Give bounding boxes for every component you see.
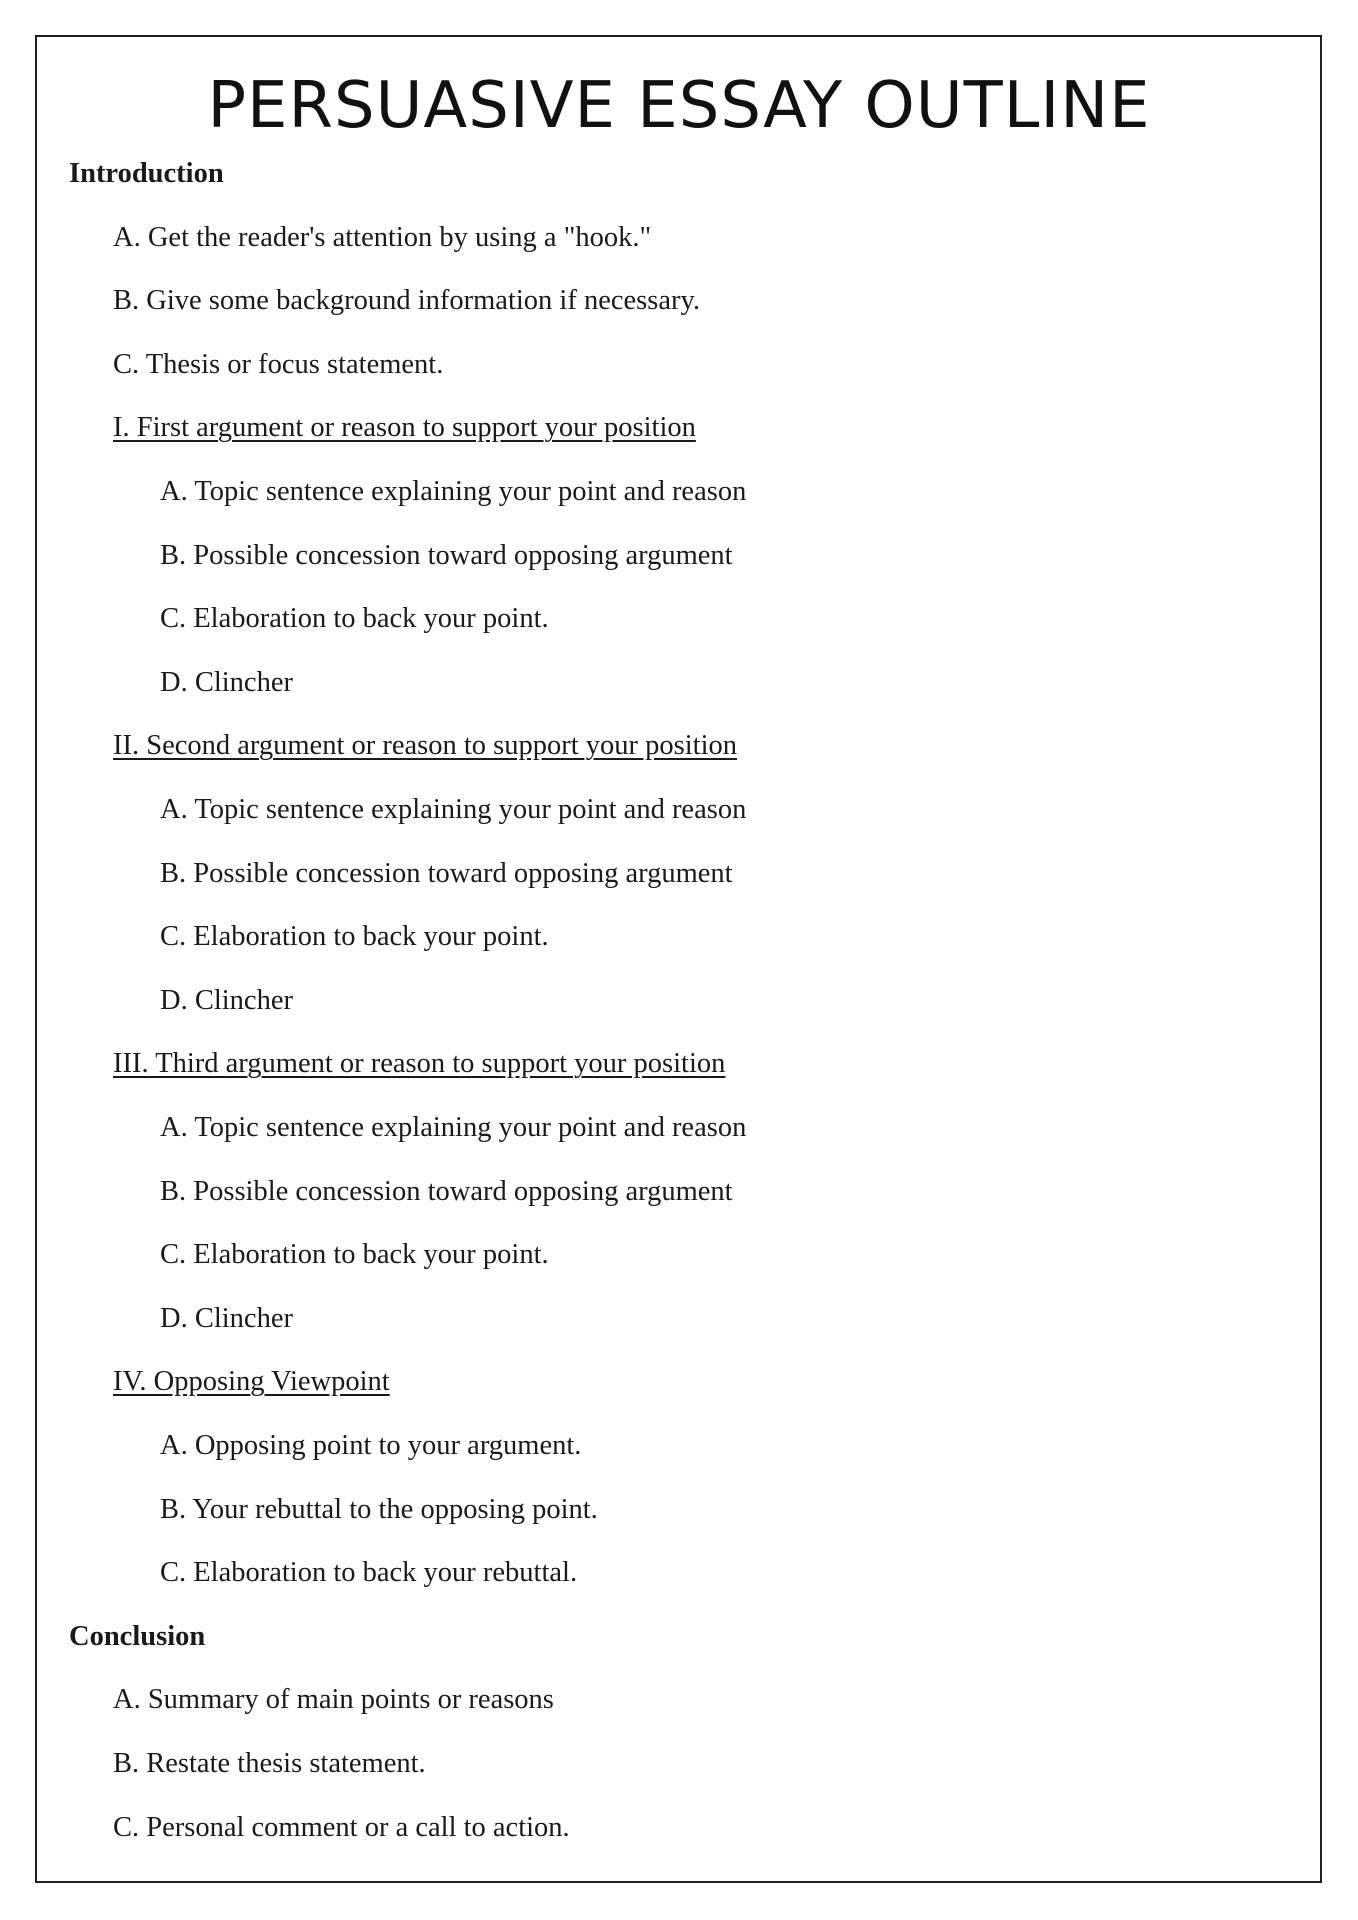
outline-item: B. Possible concession toward opposing argument (160, 539, 733, 571)
outline-item: C. Elaboration to back your rebuttal. (160, 1557, 578, 1589)
outline-item: A. Summary of main points or reasons (113, 1684, 554, 1716)
outline-item: B. Possible concession toward opposing argument (160, 857, 733, 889)
outline-item: B. Restate thesis statement. (113, 1748, 426, 1779)
outline-item: D. Clincher (160, 1302, 293, 1334)
argument-heading: III. Third argument or reason to support your position (113, 1048, 726, 1080)
outline-item: A. Opposing point to your argument. (160, 1430, 582, 1461)
outline-item: B. Give some background information if necessary. (113, 285, 700, 317)
outline-item: D. Clincher (160, 984, 293, 1016)
outline-item: C. Thesis or focus statement. (113, 348, 444, 380)
argument-heading: IV. Opposing Viewpoint (113, 1366, 390, 1398)
outline-item: A. Topic sentence explaining your point and reason (160, 476, 747, 507)
outline-item: C. Elaboration to back your point. (160, 603, 549, 635)
outline-item: C. Elaboration to back your point. (160, 921, 549, 953)
outline-item: B. Your rebuttal to the opposing point. (160, 1493, 598, 1525)
outline-item: B. Possible concession toward opposing argument (160, 1175, 733, 1207)
section-heading: Conclusion (69, 1620, 206, 1652)
page-title: PERSUASIVE ESSAY OUTLINE (207, 69, 1151, 143)
argument-heading: II. Second argument or reason to support your position (113, 730, 737, 762)
section-heading: Introduction (69, 158, 224, 189)
argument-heading: I. First argument or reason to support your position (113, 412, 696, 444)
outline-item: C. Elaboration to back your point. (160, 1239, 549, 1271)
outline-item: D. Clincher (160, 666, 293, 698)
outline-item: A. Topic sentence explaining your point and reason (160, 1112, 747, 1143)
outline-item: A. Topic sentence explaining your point and reason (160, 794, 747, 825)
outline-item: A. Get the reader's attention by using a "hook." (113, 221, 652, 253)
outline-item: C. Personal comment or a call to action. (113, 1811, 570, 1843)
